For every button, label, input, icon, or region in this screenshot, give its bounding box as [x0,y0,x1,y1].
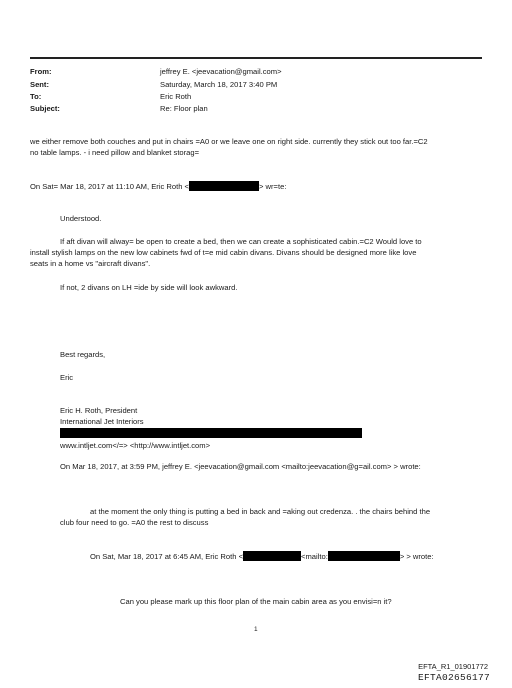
redaction-box [60,428,362,438]
signature-name: Eric H. Roth, President [60,406,138,415]
regards: Best regards, [60,350,106,359]
quote-header [90,551,434,561]
page-number: 1 [254,626,258,633]
signoff: Eric [60,373,74,382]
body-line: Understood. [60,214,102,223]
signature-website[interactable]: www.intljet.com</=> <http://www.intljet.com> [60,441,211,450]
to-value: Eric Roth [160,92,192,101]
subject-value: Re: Floor plan [160,104,208,113]
quote-header-text: On Sat= Mar 18, 2017 at 11:10 AM, Eric Roth < [30,182,189,191]
body-line: install stylish lamps on the new low cabinets fwd of t=e mid cabin divans. Divans should be designed more like love [30,248,417,257]
quote-header: On Mar 18, 2017, at 3:59 PM, jeffrey E. <jeevacation@gmail.com <mailto:jeevacation@g=ail.com> > wrote: [60,462,421,471]
subject-label: Subject: [30,104,60,113]
body-line: If not, 2 divans on LH =ide by side will look awkward. [60,283,238,292]
quote-header-suffix: > > wrote: [399,552,434,561]
redaction-box [328,551,400,561]
bates-number-2: EFTA02656177 [417,672,490,683]
bates-number-1: EFTA_R1_01901772 [418,662,488,671]
body-line: If aft divan will alway= be open to create a bed, then we can create a sophisticated cabin.=C2 Would love to [60,237,422,246]
quote-header-mid: <mailto: [301,552,328,561]
from-value: jeffrey E. <jeevacation@gmail.com> [160,67,282,76]
sent-value: Saturday, March 18, 2017 3:40 PM [160,80,278,89]
quote-header-text: On Sat, Mar 18, 2017 at 6:45 AM, Eric Roth < [90,552,244,561]
header-divider [30,57,482,59]
body-line: seats in a home vs "aircraft divans". [30,259,151,268]
body-line: no table lamps. - i need pillow and blanket storag= [30,148,200,157]
redaction-box [243,551,301,561]
quote-header-suffix: > wr=te: [259,182,287,191]
signature-company: International Jet Interiors [60,417,144,426]
body-line: we either remove both couches and put in chairs =A0 or we leave one on right side. currently they stick out too far.=C2 [30,137,428,146]
body-line: at the moment the only thing is putting a bed in back and =aking out credenza. . the chairs behind the [90,507,431,516]
quote-header [30,181,286,191]
body-line: Can you please mark up this floor plan of the main cabin area as you envisi=n it? [120,597,392,606]
to-label: To: [30,92,42,101]
redaction-box [189,181,259,191]
from-label: From: [30,67,52,76]
sent-label: Sent: [30,80,49,89]
body-line: club four need to go. =A0 the rest to discuss [60,518,209,527]
